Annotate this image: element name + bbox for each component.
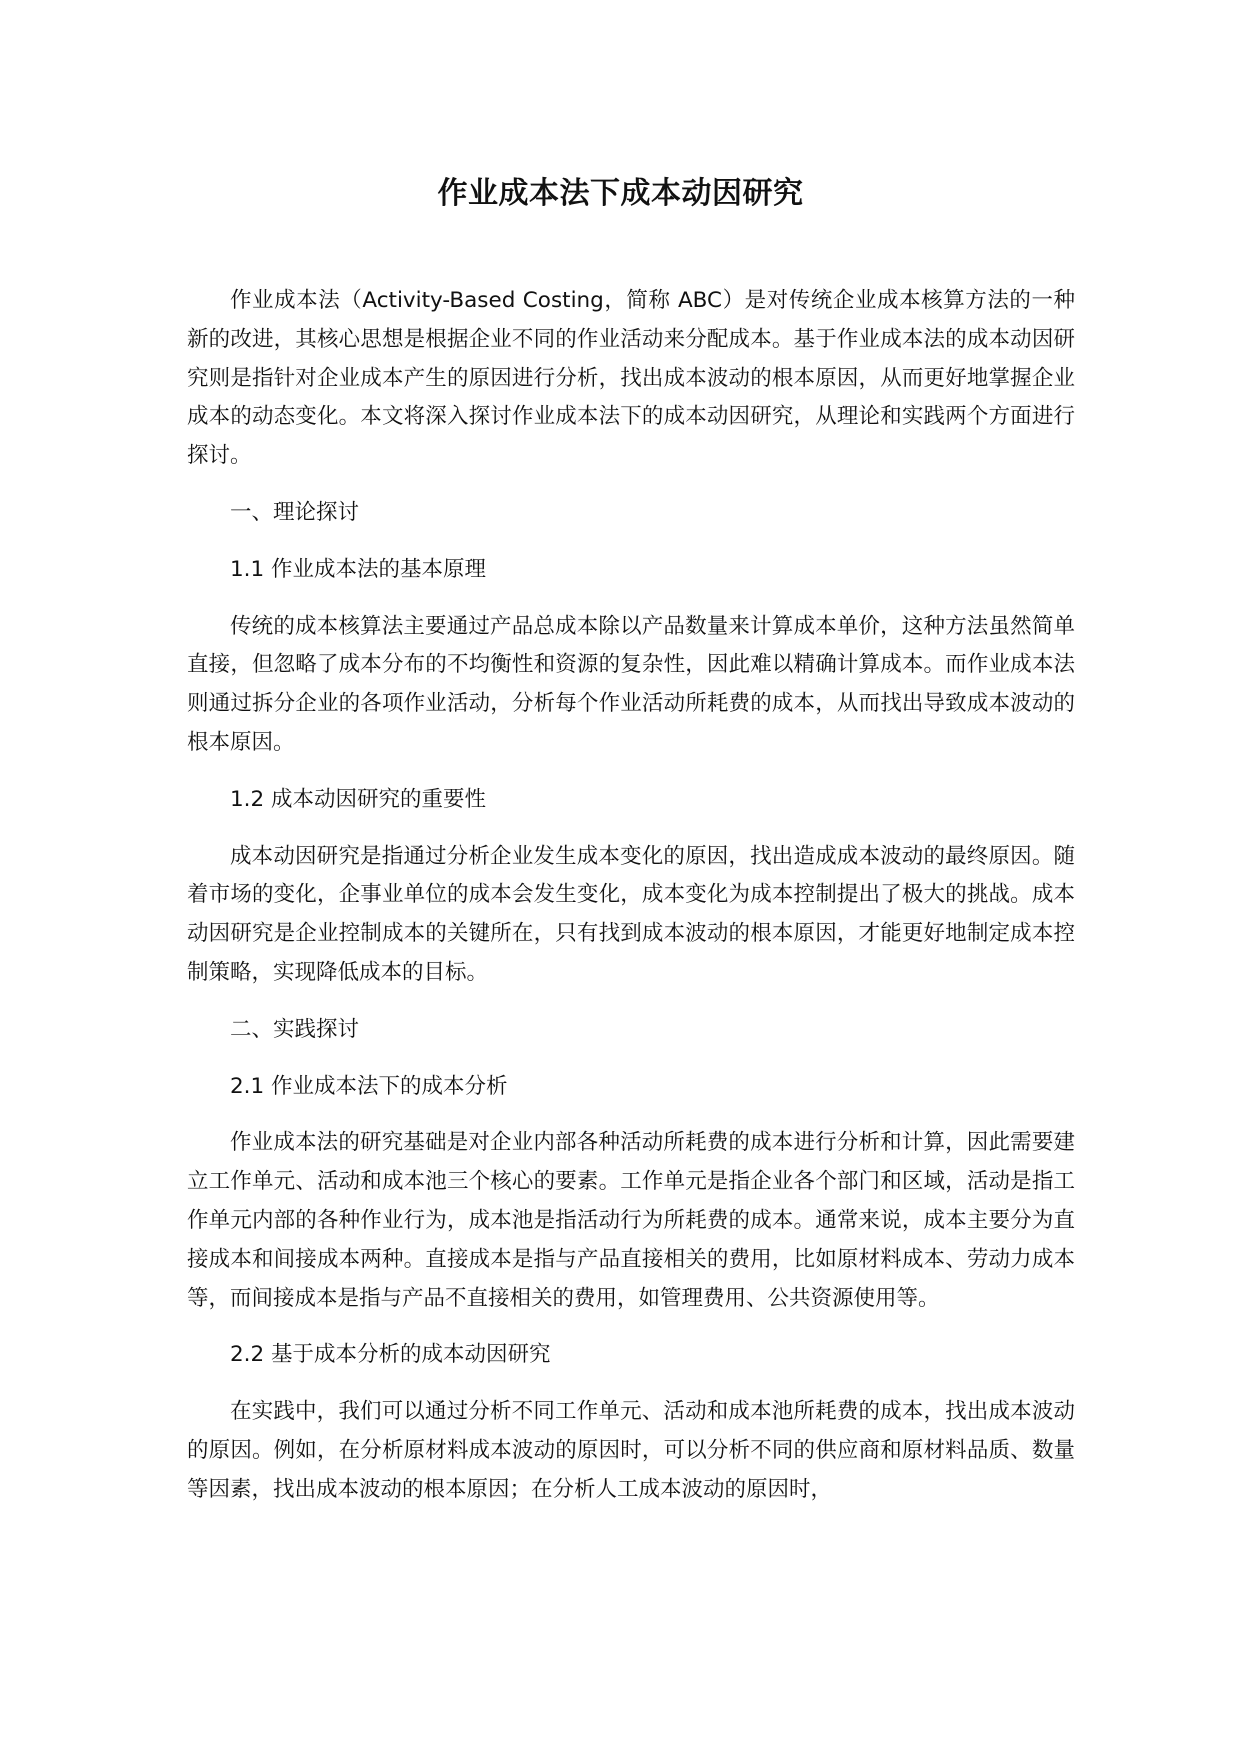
paragraph-1-2: 成本动因研究是指通过分析企业发生成本变化的原因，找出造成成本波动的最终原因。随着市场的变化，企事业单位的成本会发生变化，成本变化为成本控制提出了极大的挑战。成本动因研究是企业控制成本的关键所在，只有找到成本波动的根本原因，才能更好地制定成本控制策略，实现降低成本的目标。 bbox=[187, 843, 1075, 985]
subsection-heading-2-2: 2.2 基于成本分析的成本动因研究 bbox=[230, 1342, 551, 1368]
paragraph-2-2: 在实践中，我们可以通过分析不同工作单元、活动和成本池所耗费的成本，找出成本波动的原因。例如，在分析原材料成本波动的原因时，可以分析不同的供应商和原材料品质、数量等因素，找出成本波动的根本原因；在分析人工成本波动的原因时， bbox=[187, 1399, 1075, 1502]
paragraph-2-1: 作业成本法的研究基础是对企业内部各种活动所耗费的成本进行分析和计算，因此需要建立工作单元、活动和成本池三个核心的要素。工作单元是指企业各个部门和区域，活动是指工作单元内部的各种作业行为，成本池是指活动行为所耗费的成本。通常来说，成本主要分为直接成本和间接成本两种。直接成本是指与产品直接相关的费用，比如原材料成本、劳动力成本等，而间接成本是指与产品不直接相关的费用，如管理费用、公共资源使用等。 bbox=[187, 1130, 1075, 1311]
subsection-heading-1-2: 1.2 成本动因研究的重要性 bbox=[230, 786, 487, 812]
paragraph-intro: 作业成本法（Activity-Based Costing，简称 ABC）是对传统企业成本核算方法的一种新的改进，其核心思想是根据企业不同的作业活动来分配成本。基于作业成本法的成本动因研究则是指针对企业成本产生的原因进行分析，找出成本波动的根本原因，从而更好地掌握企业成本的动态变化。本文将深入探讨作业成本法下的成本动因研究，从理论和实践两个方面进行探讨。 bbox=[187, 288, 1075, 469]
section-heading-practice: 二、实践探讨 bbox=[230, 1016, 360, 1042]
section-heading-theory: 一、理论探讨 bbox=[230, 499, 360, 525]
paragraph-1-1: 传统的成本核算法主要通过产品总成本除以产品数量来计算成本单价，这种方法虽然简单直接，但忽略了成本分布的不均衡性和资源的复杂性，因此难以精确计算成本。而作业成本法则通过拆分企业的各项作业活动，分析每个作业活动所耗费的成本，从而找出导致成本波动的根本原因。 bbox=[187, 613, 1075, 755]
subsection-heading-1-1: 1.1 作业成本法的基本原理 bbox=[230, 556, 487, 582]
document-title: 作业成本法下成本动因研究 bbox=[437, 176, 804, 211]
subsection-heading-2-1: 2.1 作业成本法下的成本分析 bbox=[230, 1073, 508, 1099]
document-body bbox=[187, 282, 1075, 1528]
